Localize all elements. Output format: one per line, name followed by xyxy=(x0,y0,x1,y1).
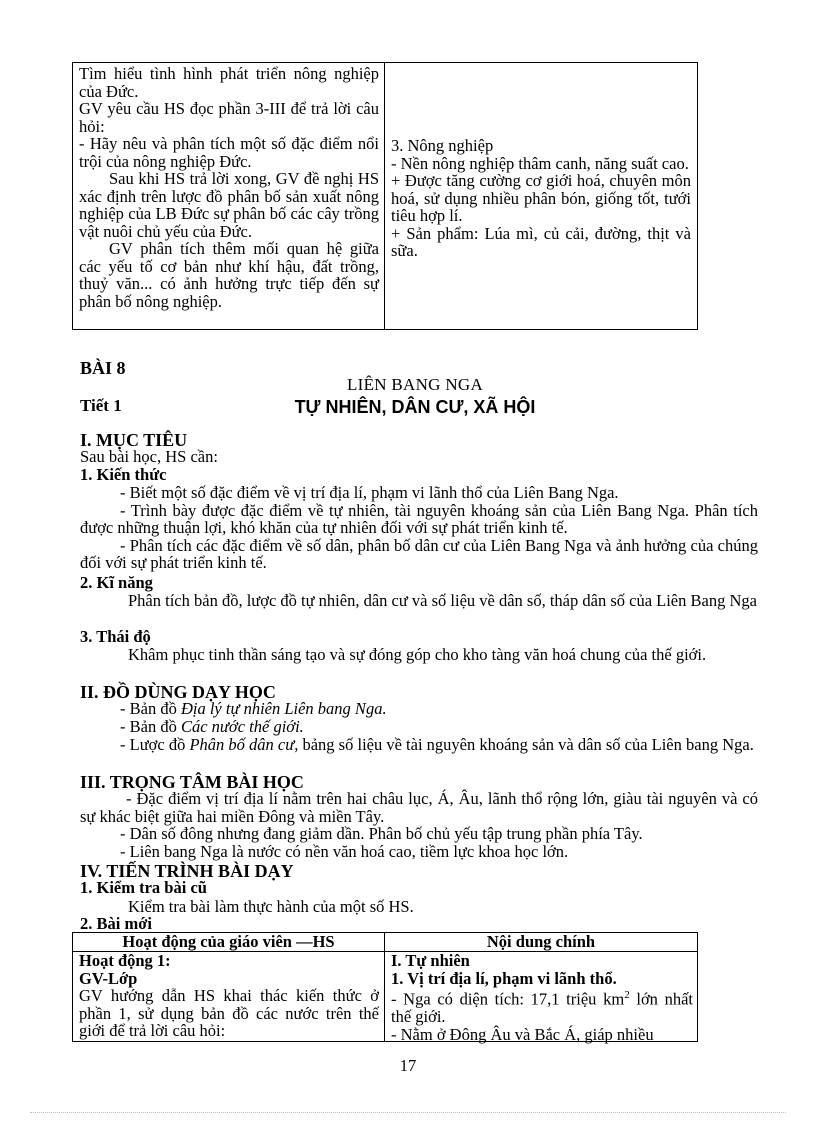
paragraph: GV phân tích thêm mối quan hệ giữa các yếu tố cơ bản như khí hậu, đất trồng, thuỷ văn... có ảnh hưởng trực tiếp đến sự phân bố nông nghiệp. xyxy=(79,239,379,311)
section-process-heading: IV. TIẾN TRÌNH BÀI DẠY xyxy=(80,861,294,881)
material-name: Phân bố dân cư, xyxy=(189,735,299,754)
paragraph: + Sản phẩm: Lúa mì, củ cải, đường, thịt và sữa. xyxy=(391,223,691,260)
paragraph xyxy=(391,987,693,1026)
area-suffix: lớn nhất thế giới. xyxy=(391,989,693,1026)
attitude-text: Khâm phục tinh thần sáng tạo và sự đóng góp cho kho tàng văn hoá chung của thế giới. xyxy=(128,645,707,664)
activity-mode: GV-Lớp xyxy=(79,968,138,988)
list-item: - Đặc điểm vị trí địa lí nằm trên hai châu lục, Á, Âu, lãnh thổ rộng lớn, giàu tài nguyên và có sự khác biệt giữa hai miền Đông và miền Tây. xyxy=(80,789,758,826)
knowledge-list xyxy=(80,484,758,572)
material-item xyxy=(80,736,758,754)
section-materials-heading: II. ĐỒ DÙNG DẠY HỌC xyxy=(80,682,276,702)
content-column xyxy=(391,952,693,1043)
list-item: - Liên bang Nga là nước có nền văn hoá cao, tiềm lực khoa học lớn. xyxy=(120,841,569,861)
lesson-subtitle: TỰ NHIÊN, DÂN CƯ, XÃ HỘI xyxy=(294,397,536,417)
skills-heading: 2. Kĩ năng xyxy=(80,573,153,592)
knowledge-heading: 1. Kiến thức xyxy=(80,465,167,484)
paragraph: GV yêu cầu HS đọc phần 3-III để trả lời câu hỏi: xyxy=(79,99,379,136)
section-objectives-heading: I. MỤC TIÊU xyxy=(80,430,188,450)
list-item: - Dân số đông nhưng đang giảm dần. Phân bố chủ yếu tập trung phần phía Tây. xyxy=(120,824,643,843)
paragraph: - Nằm ở Đông Âu và Bắc Á, giáp nhiều xyxy=(391,1024,654,1044)
page-bottom-divider xyxy=(30,1112,786,1113)
area-superscript: 2 xyxy=(624,989,630,1001)
list-item: - Biết một số đặc điểm về vị trí địa lí, phạm vi lãnh thổ của Liên Bang Nga. xyxy=(120,483,619,502)
material-prefix: - Bản đồ xyxy=(120,699,181,718)
list-item: - Phân tích các đặc điểm về số dân, phân bố dân cư của Liên Bang Nga và ảnh hưởng của chúng đối với sự phát triển kinh tế. xyxy=(80,535,758,572)
material-item xyxy=(120,700,387,718)
page-number: 17 xyxy=(399,1056,417,1075)
paragraph: - Hãy nêu và phân tích một số đặc điểm nổi trội của nông nghiệp Đức. xyxy=(79,134,379,171)
check-text: Kiểm tra bài làm thực hành của một số HS. xyxy=(128,897,414,916)
focus-list xyxy=(80,790,758,860)
paragraph: GV hướng dẫn HS khai thác kiến thức ở phần 1, sử dụng bản đồ các nước trên thế giới để trả lời câu hỏi: xyxy=(79,986,379,1040)
material-item xyxy=(120,718,304,736)
activity-table xyxy=(72,932,698,1042)
check-heading: 1. Kiểm tra bài cũ xyxy=(80,878,207,897)
material-name: Địa lý tự nhiên Liên bang Nga. xyxy=(180,699,387,718)
header-main-content: Nội dung chính xyxy=(486,932,596,951)
nature-heading: I. Tự nhiên xyxy=(391,951,470,970)
new-lesson-heading: 2. Bài mới xyxy=(80,914,152,933)
lesson-label: BÀI 8 xyxy=(80,358,126,378)
list-item: - Trình bày được đặc điểm về tự nhiên, tài nguyên khoáng sản của Liên Bang Nga. Phân tích được những thuận lợi, khó khăn của tự nhiên đối với sự phát triển kinh tế. xyxy=(80,500,758,537)
material-suffix: bảng số liệu về tài nguyên khoáng sản và dân số của Liên bang Nga. xyxy=(298,735,754,754)
material-name: Các nước thế giới. xyxy=(180,717,304,736)
paragraph: Tìm hiểu tình hình phát triển nông nghiệp của Đức. xyxy=(79,64,379,101)
paragraph: Sau khi HS trả lời xong, GV đề nghị HS xác định trên lược đồ phân bố sản xuất nông nghiệp của LB Đức sự phân bố các cây trồng vật nuôi chủ yếu của Đức. xyxy=(79,169,379,241)
content-column xyxy=(391,137,691,260)
paragraph: + Được tăng cường cơ giới hoá, chuyên môn hoá, sử dụng nhiều phân bón, giống tốt, tưới tiêu hợp lí. xyxy=(391,171,691,225)
attitude-heading: 3. Thái độ xyxy=(80,627,151,646)
teacher-activity-column xyxy=(79,952,379,1040)
area-text: - Nga có diện tích: 17,1 triệu km xyxy=(391,989,625,1009)
activity-table-continued xyxy=(72,62,698,330)
material-prefix: - Bản đồ xyxy=(120,717,181,736)
column-divider xyxy=(384,63,385,329)
teacher-activity-column xyxy=(79,65,379,310)
lesson-title: LIÊN BANG NGA xyxy=(346,375,484,394)
material-prefix: - Lược đồ xyxy=(120,735,190,754)
position-heading: 1. Vị trí địa lí, phạm vi lãnh thổ. xyxy=(391,968,617,988)
skills-text: Phân tích bản đồ, lược đồ tự nhiên, dân cư và số liệu về dân số, tháp dân số của Liên Bang Nga xyxy=(128,591,757,610)
header-teacher-activity: Hoạt động của giáo viên —HS xyxy=(122,932,335,951)
objectives-intro: Sau bài học, HS cần: xyxy=(80,447,218,466)
section-focus-heading: III. TRỌNG TÂM BÀI HỌC xyxy=(80,772,304,792)
paragraph: 3. Nông nghiệp xyxy=(391,136,494,155)
lesson-period: Tiết 1 xyxy=(80,396,122,415)
activity-label: Hoạt động 1: xyxy=(79,951,171,970)
paragraph: - Nền nông nghiệp thâm canh, năng suất cao. xyxy=(391,153,689,173)
